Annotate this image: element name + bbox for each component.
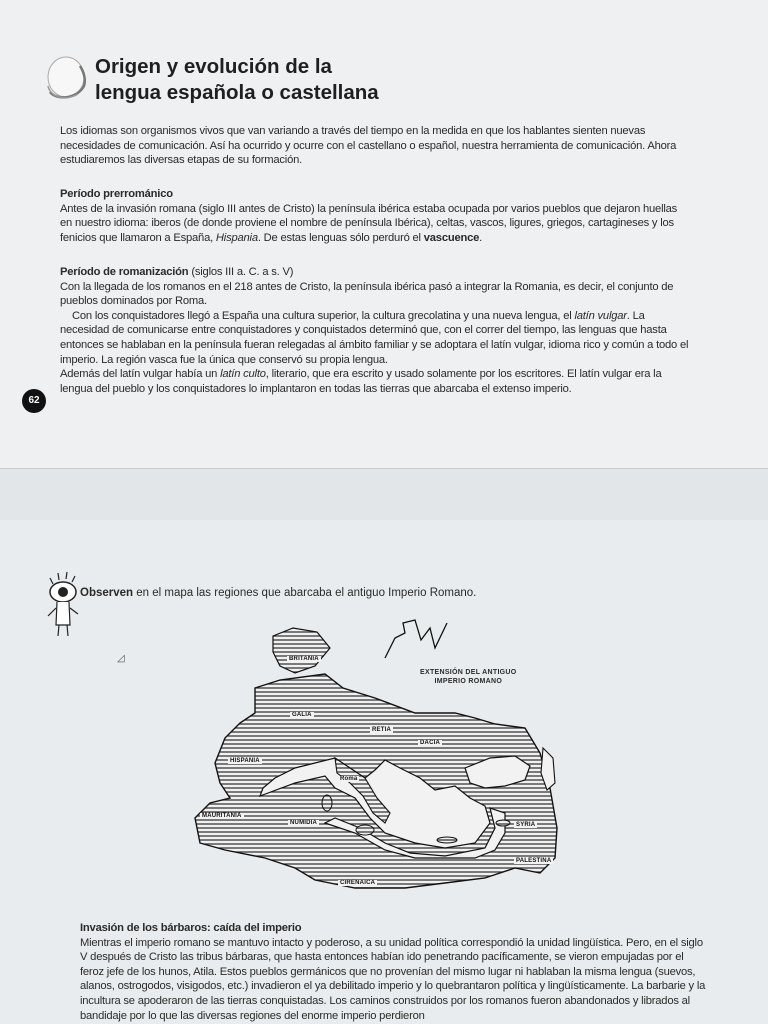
romanizacion-p2a: Con los conquistadores llegó a España una cultura superior, la cultura grecolatina y una nueva lengua, el <box>72 309 575 322</box>
map-island-sicily <box>356 825 374 835</box>
map-region-britannia <box>273 628 330 673</box>
heading-romanizacion-line <box>60 265 690 280</box>
latin-culto-term: latín culto <box>220 368 266 381</box>
text-invasion: Mientras el imperio romano se mantuvo intacto y poderoso, a su unidad política correspondió la unidad lingüística. Pero, en el siglo V después de Cristo las tribus bárbaras, que hasta entonces habían ido penetrando pacíficamente, se vieron empujadas por el feroz jefe de los hunos, Atila. Estos pueblos germánicos que no provenían del mismo lugar ni hablaban la misma lengua (suevos, alanos, ostrogodos, visigodos, etc.) invadieron el ya debilitado imperio y lo quebrantaron política y lingüísticamente. La barbarie y la incultura se apoderaron de las tierras conquistadas. Los caminos construidos por los romanos fueron abandonados y librados al bandidaje por lo que las diversas regiones del enorme imperio perdieron <box>80 936 706 1022</box>
map-label-cirenaica: CIRENAICA <box>340 880 376 886</box>
map-title <box>420 668 517 686</box>
map-label-britania: BRITANIA <box>289 656 319 662</box>
map-label-numidia: NUMIDIA <box>290 820 318 826</box>
romanizacion-p2b: . La necesidad de comunicarse entre conquistadores y conquistados determinó que, con el correr del tiempo, las lenguas que hasta entonces se hablaban en la península fueran relegadas al ámbito familiar y se adoptara el latín vulgar, idioma rico y común a todo el imperio. La región vasca fue la única que conservó su propia lengua. <box>60 309 689 366</box>
map-scandinavia-outline <box>385 620 447 658</box>
map-label-palestina: PALESTINA <box>516 858 552 864</box>
text-prerromanico <box>60 202 690 246</box>
observe-rest: en el mapa las regiones que abarcaba el antiguo Imperio Romano. <box>133 587 477 599</box>
title-line-1: Origen y evolución de la <box>95 55 332 78</box>
map-label-roma: Roma <box>340 776 358 782</box>
romanizacion-p1: Con la llegada de los romanos en el 218 antes de Cristo, la península ibérica pasó a integrar la Romania, es decir, el conjunto de pueblos dominados por Roma. <box>60 280 674 308</box>
page-gap <box>0 468 768 520</box>
romanizacion-p3 <box>60 367 690 396</box>
map-label-mauritania: MAURITANIA <box>202 813 242 819</box>
intro-text: Los idiomas son organismos vivos que van variando a través del tiempo en la medida en que los hablantes sienten nuevas necesidades de comunicación. Así ha ocurrido y ocurre con el castellano o español, nuestra herramienta de comunicación. Ahora estudiaremos las diversas etapas de su formación. <box>60 125 677 167</box>
heading-prerromanico: Período prerrománico <box>60 188 173 200</box>
hispania-term: Hispania <box>215 231 258 244</box>
romanizacion-p3b: , literario, que era escrito y usado solamente por los escritores. El latín vulgar era la lengua del pueblo y los conquistadores lo implantaron en todas las tierras que abarcaba el extenso imperio. <box>60 368 662 395</box>
vascuence-term: vascuence <box>423 231 480 244</box>
observe-instruction <box>80 587 476 599</box>
map-label-retia: RETIA <box>372 727 391 733</box>
latin-vulgar-term: latín vulgar <box>574 309 627 322</box>
page-number-badge: 62 <box>22 389 46 413</box>
map-label-dacia: DACIA <box>420 740 440 746</box>
prerromanico-text-a: Antes de la invasión romana (siglo III antes de Cristo) la península ibérica estaba ocupada por varios pueblos que dejaron huellas en nuestro idioma: iberos (de donde proviene el nombre de península Ibérica), celtas, vascos, ligures, griegos, cartagineses y los fenicios que llamaron a España, <box>60 202 678 244</box>
heading-romanizacion: Período de romanización <box>60 266 189 278</box>
map-label-galia: GALIA <box>292 712 312 718</box>
page-separator <box>0 468 768 469</box>
intro-paragraph <box>60 124 698 168</box>
map-title-line-1: EXTENSIÓN DEL ANTIGUO <box>420 669 517 676</box>
observe-bold: Observen <box>80 587 134 599</box>
section-prerromanico <box>60 187 690 245</box>
map-title-line-2: IMPERIO ROMANO <box>434 678 503 685</box>
prerromanico-text-b: . De estas lenguas sólo perduró el <box>257 231 424 244</box>
map-island-sardinia <box>322 795 332 811</box>
map-island-crete <box>437 837 457 843</box>
page-title <box>95 54 379 106</box>
pencil-mark-icon: ◿ <box>117 653 125 664</box>
romanizacion-p2 <box>60 309 690 367</box>
romanizacion-p3a: Además del latín vulgar había un <box>60 368 221 381</box>
eye-character-icon <box>42 570 84 640</box>
section-romanizacion <box>60 265 690 396</box>
swirl-ornament-icon <box>42 52 88 102</box>
prerromanico-end: . <box>479 231 483 244</box>
title-line-2: lengua española o castellana <box>95 81 379 104</box>
heading-invasion: Invasión de los bárbaros: caída del imperio <box>80 922 302 934</box>
map-label-syria: SYRIA <box>516 822 536 828</box>
map-island-cyprus <box>496 820 510 826</box>
map-label-hispania: HISPANIA <box>230 758 260 764</box>
heading-romanizacion-dates: (siglos III a. C. a s. V) <box>188 266 294 278</box>
section-invasion <box>80 921 708 1023</box>
